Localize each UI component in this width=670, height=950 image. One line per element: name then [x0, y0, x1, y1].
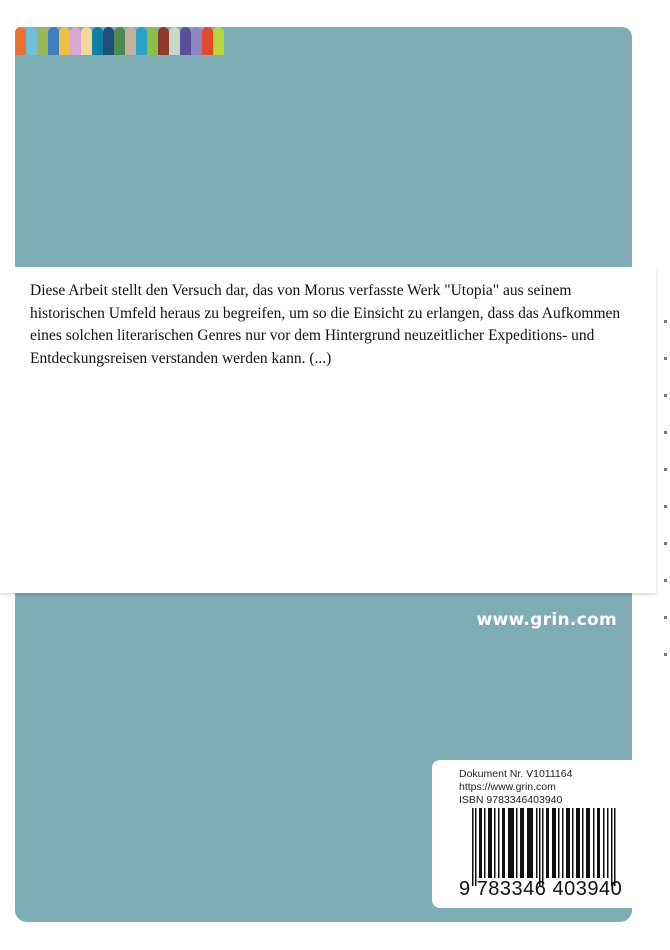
blurb-text: Diese Arbeit stellt den Versuch dar, das von Morus verfasste Werk "Utopia" aus seinem historischen Umfeld heraus zu begreifen, um so die Einsicht zu erlangen, dass das Aufkommen eines solchen literarischen Genres nur vor dem Hintergrund neuzeitlicher Expeditions- und Entdeckungsreisen verstanden werden kann. (...)	[30, 282, 621, 367]
publisher-url: https://www.grin.com	[459, 781, 556, 793]
color-strip-segment	[114, 27, 125, 55]
color-strip-segment	[191, 27, 202, 55]
barcode-number: 9 783346 403940	[459, 878, 623, 900]
color-strip-segment	[136, 27, 147, 55]
isbn-number: ISBN 9783346403940	[459, 794, 563, 806]
color-strip-segment	[92, 27, 103, 55]
publisher-website: www.grin.com	[476, 610, 617, 630]
color-strip-segment	[70, 27, 81, 55]
color-strip-segment	[81, 27, 92, 55]
barcode-icon	[472, 808, 617, 886]
color-strip-segment	[158, 27, 169, 55]
isbn-box	[432, 760, 632, 908]
blurb	[30, 280, 630, 370]
spine-edge	[664, 320, 668, 740]
color-strip-segment	[213, 27, 224, 55]
color-strip-segment	[48, 27, 59, 55]
document-number: Dokument Nr. V1011164	[459, 768, 573, 780]
color-strip-segment	[59, 27, 70, 55]
color-strip-segment	[103, 27, 114, 55]
color-strip-segment	[15, 27, 26, 55]
color-strip-segment	[147, 27, 158, 55]
color-strip-segment	[202, 27, 213, 55]
color-strip	[15, 27, 224, 55]
color-strip-segment	[125, 27, 136, 55]
color-strip-segment	[180, 27, 191, 55]
color-strip-segment	[169, 27, 180, 55]
color-strip-segment	[37, 27, 48, 55]
color-strip-segment	[26, 27, 37, 55]
